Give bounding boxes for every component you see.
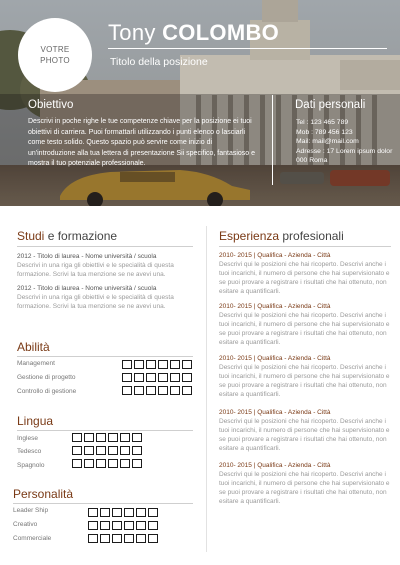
experience-item — [219, 302, 391, 347]
study-title: 2012 - Titolo di laurea - Nome università / scuola — [17, 285, 157, 292]
experience-heading-accent: Esperienza — [219, 229, 280, 243]
rating-box — [132, 446, 142, 455]
rating-box — [72, 433, 82, 442]
rating-box — [100, 508, 110, 517]
rating-box — [88, 508, 98, 517]
rating-box — [112, 521, 122, 530]
rating-box — [148, 508, 158, 517]
name-underline — [108, 48, 387, 49]
experience-description: Descrivi qui le posizioni che hai ricoperto. Descrivi anche i tuoi incarichi, il numero di persone che hai supervisionato e se puoi provare a registrare i risultati che hai ottenuto, non esitare a quantificarli. — [219, 261, 390, 295]
rating-box — [158, 373, 168, 382]
rating-box — [100, 521, 110, 530]
study-title: 2012 - Titolo di laurea - Nome università / scuola — [17, 253, 157, 260]
experience-title: 2010- 2015 | Qualifica - Azienda - Città — [219, 303, 331, 310]
photo-placeholder — [18, 18, 92, 92]
languages-rule — [17, 430, 193, 431]
header-divider — [272, 95, 273, 185]
rating-box — [120, 459, 130, 468]
personal-city: 000 Roma — [296, 157, 328, 165]
rating-box — [134, 360, 144, 369]
experience-title: 2010- 2015 | Qualifica - Azienda - Città — [219, 355, 331, 362]
rating-box — [146, 360, 156, 369]
rating-box — [120, 446, 130, 455]
experience-rule — [219, 246, 391, 247]
rating-box — [146, 373, 156, 382]
rating-box — [108, 433, 118, 442]
skill-label: Controllo di gestione — [17, 388, 77, 395]
skill-label: Gestione di progetto — [17, 374, 76, 381]
position-title: Titolo della posizione — [110, 56, 208, 68]
experience-item — [219, 251, 391, 296]
personality-label: Creativo — [13, 521, 38, 528]
rating-box — [112, 508, 122, 517]
full-name — [108, 20, 279, 46]
rating-box — [100, 534, 110, 543]
rating-box — [132, 459, 142, 468]
rating-box — [120, 433, 130, 442]
objective-text: Descrivi in poche righe le tue competenze chiave per la posizione ei tuoi obiettivi di carriera. Puoi formattarli utilizzando i punti elenco o lasciarli come testo solido. Questo spazio può servire come inizio di un'introduzione alla tua lettera di presentazione Sii specifico, fantasioso e mostra il tuo potenziale professionale. — [28, 118, 256, 168]
rating-box — [84, 446, 94, 455]
personal-email: Mail: mail@mail.com — [296, 138, 359, 146]
study-description: Descrivi in una riga gli obiettivi e le specialità di questa formazione. Scrivi la tua menzione se ne avevi una. — [17, 262, 174, 278]
header-banner — [0, 0, 400, 206]
rating-box — [148, 521, 158, 530]
experience-item — [219, 354, 391, 399]
language-rating — [72, 446, 142, 455]
experience-description: Descrivi qui le posizioni che hai ricoperto. Descrivi anche i tuoi incarichi, il numero di persone che hai supervisionato e se puoi provare a registrare i risultati che hai ottenuto, non esitare a quantificarli. — [219, 418, 390, 452]
last-name: COLOMBO — [162, 20, 280, 45]
rating-box — [134, 386, 144, 395]
experience-title: 2010- 2015 | Qualifica - Azienda - Città — [219, 252, 331, 259]
rating-box — [96, 446, 106, 455]
rating-box — [170, 360, 180, 369]
rating-box — [132, 433, 142, 442]
first-name: Tony — [108, 20, 156, 45]
rating-box — [158, 360, 168, 369]
rating-box — [158, 386, 168, 395]
experience-item — [219, 461, 391, 506]
language-rating — [72, 459, 142, 468]
rating-box — [108, 446, 118, 455]
rating-box — [182, 386, 192, 395]
rating-box — [124, 508, 134, 517]
experience-heading-rest: profesionali — [279, 229, 344, 243]
personal-address: Adresse : 17 Lorem ipsum dolor — [296, 147, 393, 155]
rating-box — [182, 373, 192, 382]
experience-title: 2010- 2015 | Qualifica - Azienda - Città — [219, 462, 331, 469]
study-description: Descrivi in una riga gli obiettivi e le specialità di questa formazione. Scrivi la tua menzione se ne avevi una. — [17, 294, 174, 310]
objective-heading: Obiettivo — [28, 99, 74, 111]
skills-heading: Abilità — [17, 340, 50, 354]
rating-box — [170, 386, 180, 395]
rating-box — [122, 360, 132, 369]
rating-box — [182, 360, 192, 369]
studies-heading-accent: Studi — [17, 229, 45, 243]
studies-rule — [17, 246, 193, 247]
personality-label: Leader Ship — [13, 507, 49, 514]
language-label: Inglese — [17, 435, 38, 442]
rating-box — [134, 373, 144, 382]
personality-heading: Personalità — [13, 487, 74, 501]
rating-box — [88, 534, 98, 543]
skill-rating — [122, 360, 192, 369]
rating-box — [124, 534, 134, 543]
rating-box — [136, 534, 146, 543]
language-rating — [72, 433, 142, 442]
personality-label: Commerciale — [13, 535, 52, 542]
skills-rule — [17, 356, 193, 357]
rating-box — [146, 386, 156, 395]
rating-box — [112, 534, 122, 543]
skill-rating — [122, 373, 192, 382]
skill-rating — [122, 386, 192, 395]
column-divider — [206, 226, 207, 552]
personality-rating — [88, 534, 158, 543]
studies-heading — [17, 229, 117, 243]
rating-box — [148, 534, 158, 543]
experience-description: Descrivi qui le posizioni che hai ricoperto. Descrivi anche i tuoi incarichi, il numero di persone che hai supervisionato e se puoi provare a registrare i risultati che hai ottenuto, non esitare a quantificarli. — [219, 471, 390, 505]
rating-box — [96, 459, 106, 468]
photo-label: VOTRE PHOTO — [40, 45, 70, 65]
language-label: Spagnolo — [17, 462, 45, 469]
rating-box — [84, 459, 94, 468]
rating-box — [72, 446, 82, 455]
rating-box — [124, 521, 134, 530]
languages-heading: Lingua — [17, 414, 54, 428]
rating-box — [122, 373, 132, 382]
experience-description: Descrivi qui le posizioni che hai ricoperto. Descrivi anche i tuoi incarichi, il numero di persone che hai supervisionato e se puoi provare a registrare i risultati che hai ottenuto, non esitare a quantificarli. — [219, 364, 390, 398]
experience-item — [219, 408, 391, 453]
personality-rating — [88, 521, 158, 530]
rating-box — [72, 459, 82, 468]
studies-heading-rest: e formazione — [44, 229, 118, 243]
rating-box — [136, 508, 146, 517]
personality-rule — [13, 503, 193, 504]
experience-title: 2010- 2015 | Qualifica - Azienda - Città — [219, 409, 331, 416]
rating-box — [122, 386, 132, 395]
personality-rating — [88, 508, 158, 517]
experience-heading — [219, 229, 344, 243]
personal-data-list — [296, 118, 392, 166]
skill-label: Management — [17, 360, 55, 367]
personal-mobile: Mob : 789 456 123 — [296, 128, 353, 136]
rating-box — [170, 373, 180, 382]
study-item — [17, 284, 193, 311]
rating-box — [108, 459, 118, 468]
rating-box — [84, 433, 94, 442]
rating-box — [88, 521, 98, 530]
personal-phone: Tel : 123 465 789 — [296, 119, 349, 126]
study-item — [17, 252, 193, 279]
rating-box — [96, 433, 106, 442]
language-label: Tedesco — [17, 448, 42, 455]
rating-box — [136, 521, 146, 530]
experience-description: Descrivi qui le posizioni che hai ricoperto. Descrivi anche i tuoi incarichi, il numero di persone che hai supervisionato e se puoi provare a registrare i risultati che hai ottenuto, non esitare a quantificarli. — [219, 312, 390, 346]
personal-data-heading: Dati personali — [295, 99, 366, 111]
